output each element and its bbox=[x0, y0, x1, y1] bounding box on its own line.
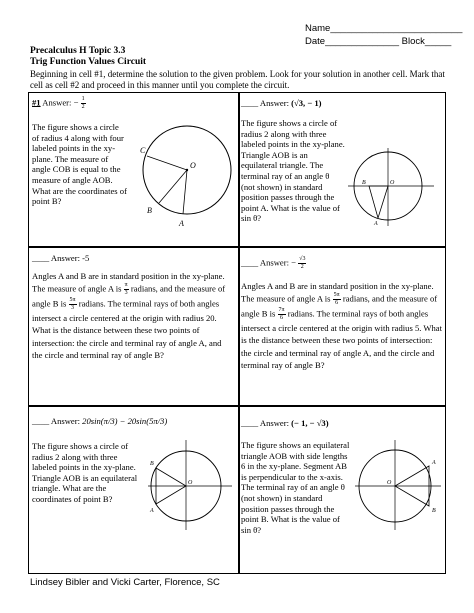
cell-1-label-b: B bbox=[147, 206, 152, 215]
cell-1-problem: The figure shows a circle of radius 4 along with four labeled points in the xy-plane. The measure of angle COB is equal to the measure of angle AOB. What are the coordinates of point B? bbox=[32, 122, 127, 207]
cell-1-answer-value: − $\frac{1}{2}$ bbox=[73, 96, 85, 110]
cell-2-label-a: A bbox=[374, 221, 378, 227]
cell-6-answer-label: Answer: bbox=[259, 418, 289, 428]
header-fields bbox=[305, 22, 462, 48]
cell-4-problem: Angles A and B are in standard position in the xy-plane. The measure of angle A is $\frac{5\pi}{6}$ radians, and the measure of angle B is $\frac{7\pi}{6}$ radians. The terminal rays of both angles intersect a circle centered at the origin with radius 5. What is the distance between these two points of intersection: the circle and terminal ray of angle A, and the circle and terminal ray of angle B? bbox=[241, 281, 442, 370]
grid-divider-row-1 bbox=[28, 246, 446, 248]
cell-5-answer bbox=[32, 416, 167, 427]
cell-1-label-o: O bbox=[190, 161, 196, 170]
cell-1-label-c: C bbox=[140, 146, 146, 155]
cell-6-problem: The figure shows an equilateral triangle AOB with side lengths 6 in the xy-plane. Segment AB is perpendicular to the x-axis. The terminal ray of an angle θ (not shown) in standard position passes through the point B. What is the value of sin θ? bbox=[241, 440, 350, 535]
cell-6-number: ____ bbox=[241, 418, 259, 428]
name-line: Name_________________________ bbox=[305, 23, 463, 34]
cell-5-diagram bbox=[148, 440, 240, 532]
cell-2-problem: The figure shows a circle of radius 2 along with three labeled points in the xy-plane. Triangle AOB is an equilateral triangle. The terminal ray of an angle θ (not shown) in standard position passes through the point A. What is the value of sin θ? bbox=[241, 118, 345, 224]
cell-5-label-a: A bbox=[150, 508, 154, 514]
cell-2-diagram bbox=[348, 148, 440, 228]
cell-1-answer-label: Answer: bbox=[42, 97, 72, 108]
cell-5-answer-label: Answer: bbox=[50, 416, 80, 426]
cell-3-answer-value: -5 bbox=[82, 253, 90, 263]
cell-6-label-b: B bbox=[432, 508, 436, 514]
cell-2-answer-label: Answer: bbox=[259, 98, 289, 108]
cell-3-answer-label: Answer: bbox=[50, 253, 80, 263]
cell-2-answer-value: (√3, − 1) bbox=[291, 98, 322, 108]
cell-1-number: #1 bbox=[32, 97, 41, 108]
cell-6-answer-value: (− 1, − √3) bbox=[291, 418, 329, 428]
cell-3-number: ____ bbox=[32, 253, 50, 263]
cell-5-problem: The figure shows a circle of radius 2 along with three labeled points in the xy-plane. Triangle AOB is an equilateral triangle. What are the coordinates of point B? bbox=[32, 441, 138, 504]
cell-4-answer bbox=[241, 256, 306, 271]
cell-3-problem: Angles A and B are in standard position in the xy-plane. The measure of angle A is $\frac{\pi}{3}$ radians, and the measure of angle B is $\frac{5\pi}{3}$ radians. The terminal rays of both angles intersect a circle centered at the origin with radius 20. What is the distance between these two points of intersection: the circle and terminal ray of angle A, and the circle and terminal ray of angle B? bbox=[32, 271, 226, 360]
cell-3-answer bbox=[32, 253, 89, 264]
cell-2-label-o: O bbox=[390, 180, 395, 186]
cell-4-answer-value: − $\frac{√3}{2}$ bbox=[291, 256, 306, 270]
title-line-1: Precalculus H Topic 3.3 bbox=[30, 46, 126, 56]
date-block-line: Date______________ Block_____ bbox=[305, 36, 452, 47]
footer-credit: Lindsey Bibler and Vicki Carter, Florence, SC bbox=[30, 577, 220, 588]
cell-2-number: ____ bbox=[241, 98, 259, 108]
cell-6-answer bbox=[241, 418, 329, 429]
cell-6-label-o: O bbox=[387, 480, 392, 486]
cell-1-diagram bbox=[140, 110, 235, 235]
page-title bbox=[30, 46, 146, 68]
cell-2-label-b: B bbox=[362, 180, 366, 186]
instructions: Beginning in cell #1, determine the solution to the given problem. Look for your solution in another cell. Mark that cell as cell #2 and proceed in this manner until you complete the circuit. bbox=[30, 69, 445, 90]
cell-6-diagram bbox=[355, 440, 445, 532]
cell-4-number: ____ bbox=[241, 257, 259, 268]
title-line-2: Trig Function Values Circuit bbox=[30, 57, 147, 67]
cell-1-label-a: A bbox=[179, 219, 184, 228]
cell-1-answer bbox=[32, 96, 86, 111]
cell-2-answer bbox=[241, 98, 322, 109]
cell-5-label-o: O bbox=[188, 480, 193, 486]
cell-5-answer-value: 20sin(π/3) − 20sin(5π/3) bbox=[82, 416, 168, 426]
cell-5-number: ____ bbox=[32, 416, 50, 426]
cell-5-label-b: B bbox=[150, 461, 154, 467]
cell-6-label-a: A bbox=[432, 460, 436, 466]
cell-4-answer-label: Answer: bbox=[259, 257, 289, 268]
grid-divider-row-2 bbox=[28, 405, 446, 407]
